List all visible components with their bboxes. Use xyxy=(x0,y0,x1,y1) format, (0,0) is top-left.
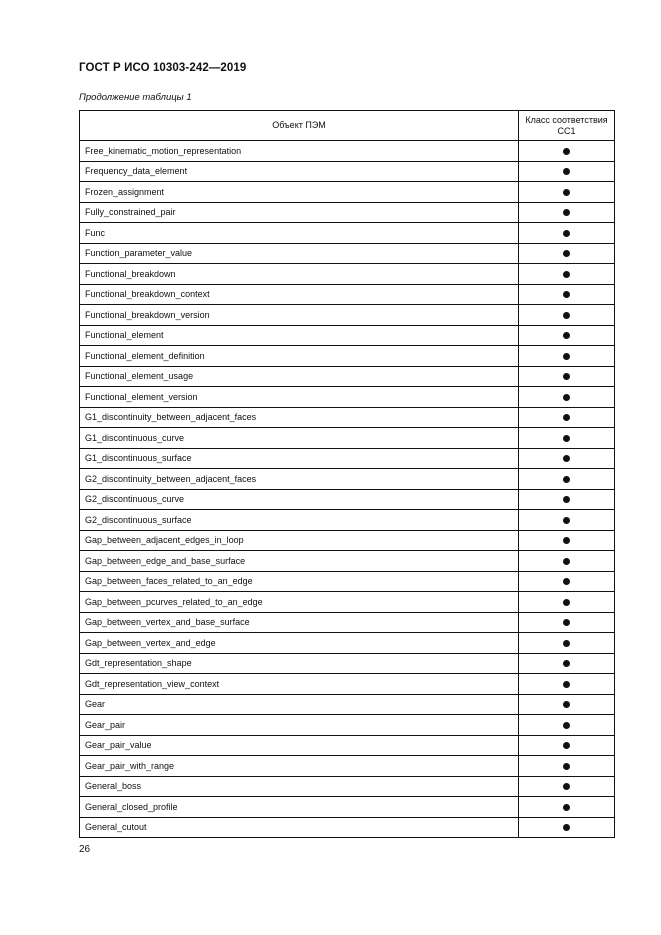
filled-dot-icon xyxy=(563,640,570,647)
table-row xyxy=(80,571,615,592)
table-row xyxy=(80,284,615,305)
object-name-cell: Gdt_representation_view_context xyxy=(80,674,519,695)
conformance-cell xyxy=(519,161,615,182)
table-row xyxy=(80,510,615,531)
table-caption: Продолжение таблицы 1 xyxy=(79,92,192,103)
conformance-cell xyxy=(519,141,615,162)
object-name-cell: Function_parameter_value xyxy=(80,243,519,264)
conformance-cell xyxy=(519,305,615,326)
table-row xyxy=(80,612,615,633)
filled-dot-icon xyxy=(563,230,570,237)
filled-dot-icon xyxy=(563,496,570,503)
table-row xyxy=(80,469,615,490)
filled-dot-icon xyxy=(563,168,570,175)
conformance-cell xyxy=(519,694,615,715)
table-row xyxy=(80,428,615,449)
conformance-cell xyxy=(519,346,615,367)
conformance-cell xyxy=(519,489,615,510)
table-row xyxy=(80,530,615,551)
object-name-cell: Gear_pair_with_range xyxy=(80,756,519,777)
conformance-cell xyxy=(519,448,615,469)
object-name-cell: Gap_between_pcurves_related_to_an_edge xyxy=(80,592,519,613)
object-name-cell: G2_discontinuity_between_adjacent_faces xyxy=(80,469,519,490)
table-row xyxy=(80,797,615,818)
filled-dot-icon xyxy=(563,414,570,421)
conformance-table xyxy=(79,110,615,838)
table-row xyxy=(80,653,615,674)
conformance-cell xyxy=(519,715,615,736)
conformance-cell xyxy=(519,612,615,633)
table-row xyxy=(80,223,615,244)
table-row xyxy=(80,407,615,428)
object-name-cell: Functional_breakdown_context xyxy=(80,284,519,305)
page-number: 26 xyxy=(79,844,91,855)
filled-dot-icon xyxy=(563,373,570,380)
conformance-cell xyxy=(519,223,615,244)
object-name-cell: Frequency_data_element xyxy=(80,161,519,182)
object-name-cell: G1_discontinuous_curve xyxy=(80,428,519,449)
object-name-cell: Gear_pair_value xyxy=(80,735,519,756)
object-name-cell: Gear_pair xyxy=(80,715,519,736)
column-header-class: Класс соответствия CC1 xyxy=(519,111,615,141)
object-name-cell: Functional_element xyxy=(80,325,519,346)
object-name-cell: Functional_element_version xyxy=(80,387,519,408)
table-row xyxy=(80,735,615,756)
object-name-cell: Gap_between_vertex_and_base_surface xyxy=(80,612,519,633)
object-name-cell: Frozen_assignment xyxy=(80,182,519,203)
filled-dot-icon xyxy=(563,619,570,626)
object-name-cell: Functional_element_definition xyxy=(80,346,519,367)
filled-dot-icon xyxy=(563,660,570,667)
filled-dot-icon xyxy=(563,435,570,442)
filled-dot-icon xyxy=(563,455,570,462)
table-header-row xyxy=(80,111,615,141)
filled-dot-icon xyxy=(563,250,570,257)
filled-dot-icon xyxy=(563,209,570,216)
table-row xyxy=(80,776,615,797)
conformance-cell xyxy=(519,797,615,818)
object-name-cell: G1_discontinuity_between_adjacent_faces xyxy=(80,407,519,428)
table-row xyxy=(80,264,615,285)
filled-dot-icon xyxy=(563,189,570,196)
object-name-cell: Functional_breakdown xyxy=(80,264,519,285)
filled-dot-icon xyxy=(563,783,570,790)
table-row xyxy=(80,448,615,469)
filled-dot-icon xyxy=(563,517,570,524)
object-name-cell: General_closed_profile xyxy=(80,797,519,818)
filled-dot-icon xyxy=(563,312,570,319)
document-header: ГОСТ Р ИСО 10303-242—2019 xyxy=(79,62,247,74)
filled-dot-icon xyxy=(563,701,570,708)
conformance-cell xyxy=(519,571,615,592)
table-row xyxy=(80,387,615,408)
table-row xyxy=(80,694,615,715)
table-row xyxy=(80,592,615,613)
object-name-cell: Gap_between_edge_and_base_surface xyxy=(80,551,519,572)
filled-dot-icon xyxy=(563,148,570,155)
filled-dot-icon xyxy=(563,332,570,339)
table-row xyxy=(80,633,615,654)
filled-dot-icon xyxy=(563,763,570,770)
column-header-object: Объект ПЭМ xyxy=(80,111,519,141)
conformance-cell xyxy=(519,674,615,695)
table-row xyxy=(80,182,615,203)
conformance-cell xyxy=(519,817,615,838)
filled-dot-icon xyxy=(563,681,570,688)
conformance-cell xyxy=(519,653,615,674)
table-row xyxy=(80,817,615,838)
object-name-cell: Gap_between_adjacent_edges_in_loop xyxy=(80,530,519,551)
filled-dot-icon xyxy=(563,353,570,360)
conformance-cell xyxy=(519,182,615,203)
conformance-cell xyxy=(519,284,615,305)
table-row xyxy=(80,202,615,223)
object-name-cell: Func xyxy=(80,223,519,244)
filled-dot-icon xyxy=(563,578,570,585)
filled-dot-icon xyxy=(563,291,570,298)
table-row xyxy=(80,325,615,346)
filled-dot-icon xyxy=(563,742,570,749)
table-row xyxy=(80,756,615,777)
conformance-cell xyxy=(519,633,615,654)
conformance-cell xyxy=(519,366,615,387)
filled-dot-icon xyxy=(563,824,570,831)
conformance-cell xyxy=(519,202,615,223)
table-row xyxy=(80,715,615,736)
table-row xyxy=(80,305,615,326)
filled-dot-icon xyxy=(563,476,570,483)
conformance-cell xyxy=(519,325,615,346)
conformance-cell xyxy=(519,469,615,490)
filled-dot-icon xyxy=(563,804,570,811)
table-row xyxy=(80,674,615,695)
conformance-cell xyxy=(519,776,615,797)
object-name-cell: Free_kinematic_motion_representation xyxy=(80,141,519,162)
object-name-cell: G2_discontinuous_curve xyxy=(80,489,519,510)
table-row xyxy=(80,489,615,510)
conformance-cell xyxy=(519,243,615,264)
conformance-cell xyxy=(519,428,615,449)
conformance-cell xyxy=(519,756,615,777)
table-row xyxy=(80,551,615,572)
table-row xyxy=(80,141,615,162)
conformance-cell xyxy=(519,387,615,408)
object-name-cell: Gap_between_vertex_and_edge xyxy=(80,633,519,654)
object-name-cell: G2_discontinuous_surface xyxy=(80,510,519,531)
object-name-cell: General_cutout xyxy=(80,817,519,838)
conformance-cell xyxy=(519,592,615,613)
filled-dot-icon xyxy=(563,599,570,606)
object-name-cell: Functional_element_usage xyxy=(80,366,519,387)
table-row xyxy=(80,161,615,182)
filled-dot-icon xyxy=(563,558,570,565)
filled-dot-icon xyxy=(563,394,570,401)
conformance-cell xyxy=(519,407,615,428)
object-name-cell: Gap_between_faces_related_to_an_edge xyxy=(80,571,519,592)
object-name-cell: G1_discontinuous_surface xyxy=(80,448,519,469)
filled-dot-icon xyxy=(563,537,570,544)
filled-dot-icon xyxy=(563,722,570,729)
object-name-cell: Gdt_representation_shape xyxy=(80,653,519,674)
filled-dot-icon xyxy=(563,271,570,278)
conformance-cell xyxy=(519,264,615,285)
table-row xyxy=(80,366,615,387)
conformance-cell xyxy=(519,735,615,756)
object-name-cell: General_boss xyxy=(80,776,519,797)
object-name-cell: Fully_constrained_pair xyxy=(80,202,519,223)
object-name-cell: Functional_breakdown_version xyxy=(80,305,519,326)
conformance-cell xyxy=(519,551,615,572)
conformance-cell xyxy=(519,530,615,551)
table-row xyxy=(80,243,615,264)
conformance-cell xyxy=(519,510,615,531)
object-name-cell: Gear xyxy=(80,694,519,715)
table-row xyxy=(80,346,615,367)
